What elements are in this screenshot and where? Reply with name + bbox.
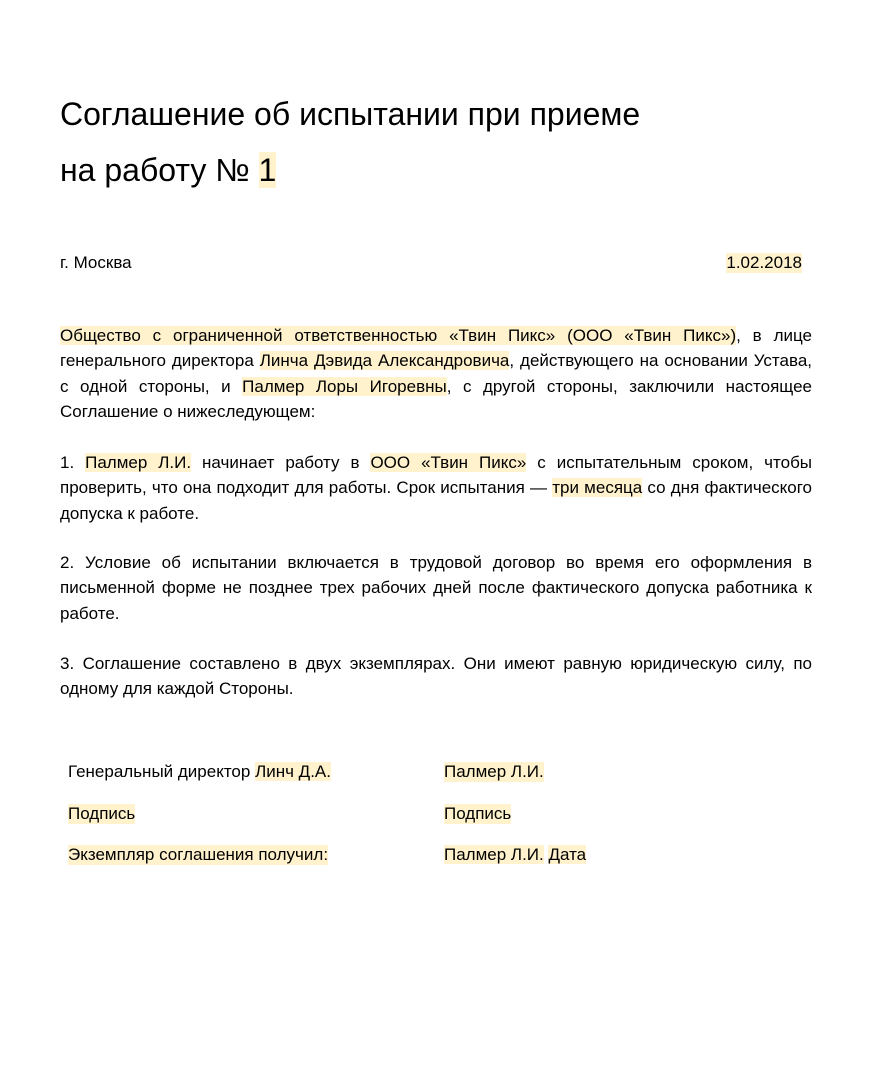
signature-left-role xyxy=(68,762,331,782)
director-name: Линча Дэвида Александровича xyxy=(259,351,510,371)
signature-left-sign: Подпись xyxy=(68,804,136,823)
received-date: Дата xyxy=(548,845,587,864)
clause-1 xyxy=(60,450,812,526)
role-label: Генеральный директор xyxy=(68,762,256,781)
document-date: 1.02.2018 xyxy=(726,253,802,272)
copy-received-label: Экземпляр соглашения получил: xyxy=(68,845,329,864)
text: со дня фактического допуска к работе. xyxy=(60,478,813,523)
text: , с другой стороны, заключили настоящее Соглашение о нижеследующем: xyxy=(60,376,812,421)
employee-short-name: Палмер Л.И. xyxy=(85,453,192,472)
text: с испытательным сроком, чтобы проверить, что она подходит для работы. Срок испытания — xyxy=(60,453,813,498)
text: начинает работу в xyxy=(191,453,371,472)
director-short-name: Линч Д.А. xyxy=(255,762,331,781)
agreement-number: 1 xyxy=(258,152,277,188)
text: , действующего на основании Устава, с одной стороны, и xyxy=(60,351,812,396)
preamble xyxy=(60,323,812,424)
company-short-name: ООО «Твин Пикс» xyxy=(370,453,527,472)
employee-name: Палмер Лоры Игоревны xyxy=(242,376,447,396)
clause-3: 3. Соглашение составлено в двух экземплярах. Они имеют равную юридическую силу, по одному для каждой Стороны. xyxy=(60,654,812,699)
title-line2: на работу № xyxy=(60,152,259,188)
document-title xyxy=(60,86,640,198)
text: , в лице генерального директора xyxy=(60,326,812,371)
copy-received-by xyxy=(444,845,586,865)
city: г. Москва xyxy=(60,253,132,272)
signature-right-sign: Подпись xyxy=(444,804,512,823)
signature-right-name: Палмер Л.И. xyxy=(444,762,544,781)
received-name: Палмер Л.И. xyxy=(444,845,544,864)
text: 1. xyxy=(60,453,86,472)
clause-2: 2. Условие об испытании включается в трудовой договор во время его оформления в письменной форме не позднее трех рабочих дней после фактического допуска работника к работе. xyxy=(60,553,812,623)
title-line1: Соглашение об испытании при приеме xyxy=(60,96,641,132)
probation-period: три месяца xyxy=(552,478,643,498)
party-company: Общество с ограниченной ответственностью «Твин Пикс» (ООО «Твин Пикс») xyxy=(60,326,737,345)
